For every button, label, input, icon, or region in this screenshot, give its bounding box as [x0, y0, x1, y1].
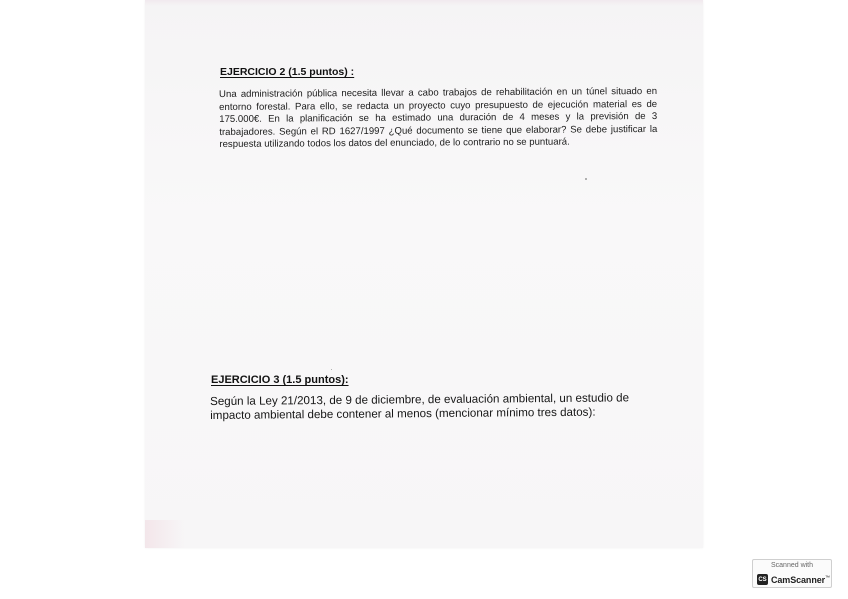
exercise-2-statement: Una administración pública necesita llevar a cabo trabajos de rehabilitación en un túnel situado en entorno forestal. Para ello, se redacta un proyecto cuyo presupuesto de ejecución material es de 175.000€. En la planificación se ha estimado una duración de 4 meses y la previsión de 3 trabajadores. Según el RD 1627/1997 ¿Qué documento se tiene que elaborar? Se debe justificar la respuesta utilizando todos los datos del enunciado, de lo contrario no se puntuará. — [219, 85, 658, 151]
watermark-trademark: ™ — [825, 574, 830, 581]
camscanner-logo-icon: CS — [757, 574, 768, 585]
page-top-tint — [145, 0, 703, 6]
page-corner-tint — [145, 520, 185, 548]
scanned-page — [145, 0, 703, 548]
watermark-caption: Scanned with — [770, 562, 814, 569]
camscanner-watermark — [752, 559, 832, 588]
watermark-brand-name: CamScanner — [771, 574, 826, 585]
scan-speck — [585, 178, 587, 180]
watermark-brand — [771, 575, 830, 585]
exercise-2-heading: EJERCICIO 2 (1.5 puntos) : — [220, 66, 355, 78]
scan-speck — [331, 369, 332, 370]
watermark-brand-row — [757, 574, 830, 585]
exercise-3-heading: EJERCICIO 3 (1.5 puntos): — [211, 374, 349, 386]
exercise-3-statement: Según la Ley 21/2013, de 9 de diciembre, de evaluación ambiental, un estudio de impacto ambiental debe contener al menos (mencionar mínimo tres datos): — [210, 391, 630, 422]
